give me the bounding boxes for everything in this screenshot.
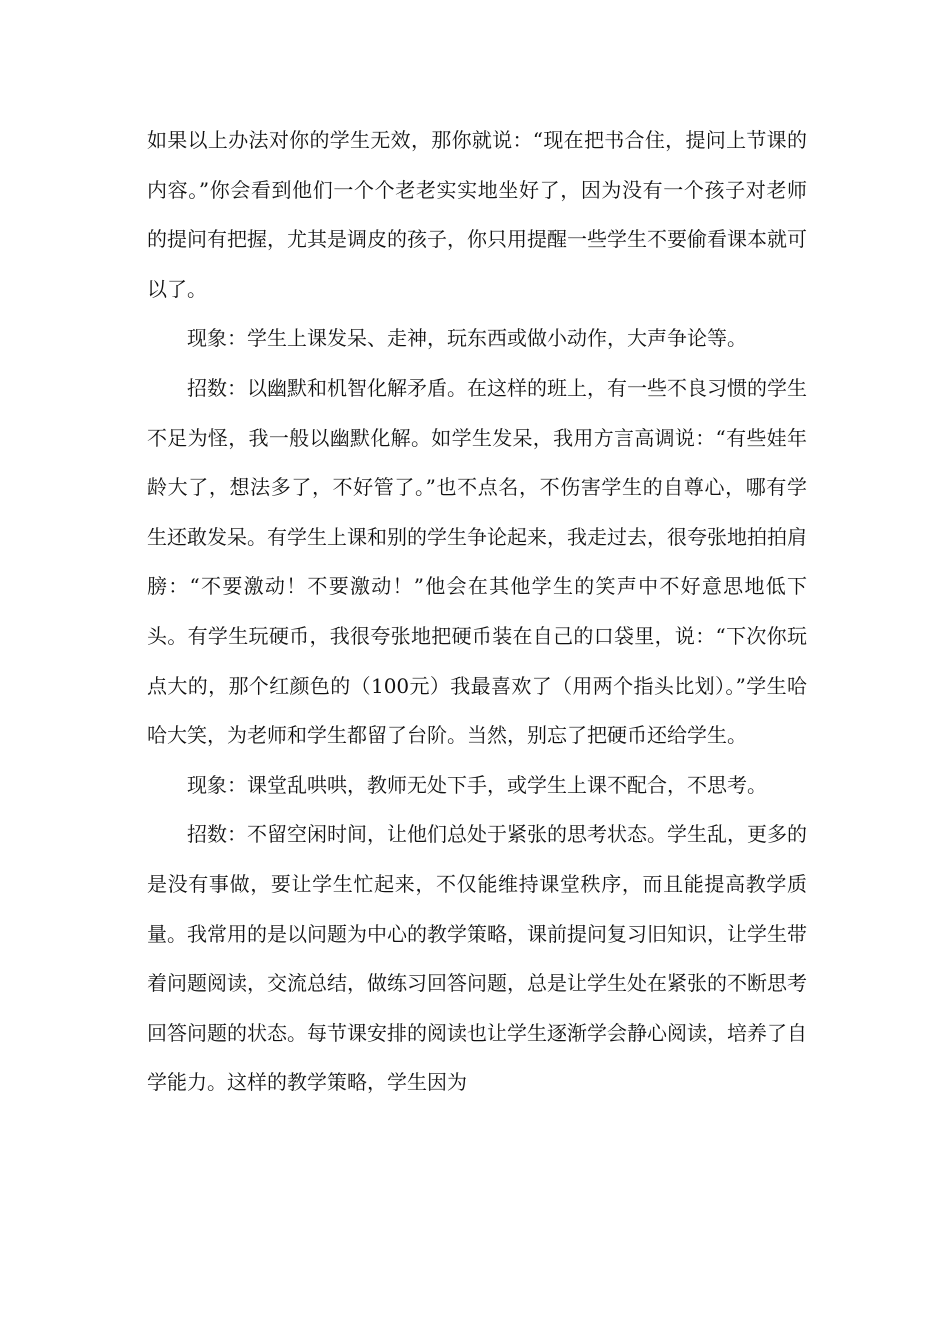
paragraph: 如果以上办法对你的学生无效，那你就说：“现在把书合住，提问上节课的内容。”你会看到他们一个个老老实实地坐好了，因为没有一个孩子对老师的提问有把握，尤其是调皮的孩子，你只用提醒一些学生不要偷看课本就可以了。 [147, 128, 807, 301]
document-body [147, 116, 807, 1108]
paragraph: 招数：以幽默和机智化解矛盾。在这样的班上，有一些不良习惯的学生不足为怪，我一般以幽默化解。如学生发呆，我用方言高调说：“有些娃年龄大了，想法多了，不好管了。”也不点名，不伤害学生的自尊心，哪有学生还敢发呆。有学生上课和别的学生争论起来，我走过去，很夸张地拍拍肩膀：“不要激动！不要激动！”他会在其他学生的笑声中不好意思地低下头。有学生玩硬币，我很夸张地把硬币装在自己的口袋里，说：“下次你玩点大的，那个红颜色的（100元）我最喜欢了（用两个指头比划）。”学生哈哈大笑，为老师和学生都留了台阶。当然，别忘了把硬币还给学生。 [147, 375, 807, 748]
paragraph: 现象：课堂乱哄哄，教师无处下手，或学生上课不配合，不思考。 [187, 772, 767, 797]
paragraph: 招数：不留空闲时间，让他们总处于紧张的思考状态。学生乱，更多的是没有事做，要让学生忙起来，不仅能维持课堂秩序，而且能提高教学质量。我常用的是以问题为中心的教学策略，课前提问复习旧知识，让学生带着问题阅读，交流总结，做练习回答问题，总是让学生处在紧张的不断思考回答问题的状态。每节课安排的阅读也让学生逐渐学会静心阅读，培养了自学能力。这样的教学策略，学生因为 [147, 822, 807, 1095]
paragraph: 现象：学生上课发呆、走神，玩东西或做小动作，大声争论等。 [187, 326, 747, 351]
